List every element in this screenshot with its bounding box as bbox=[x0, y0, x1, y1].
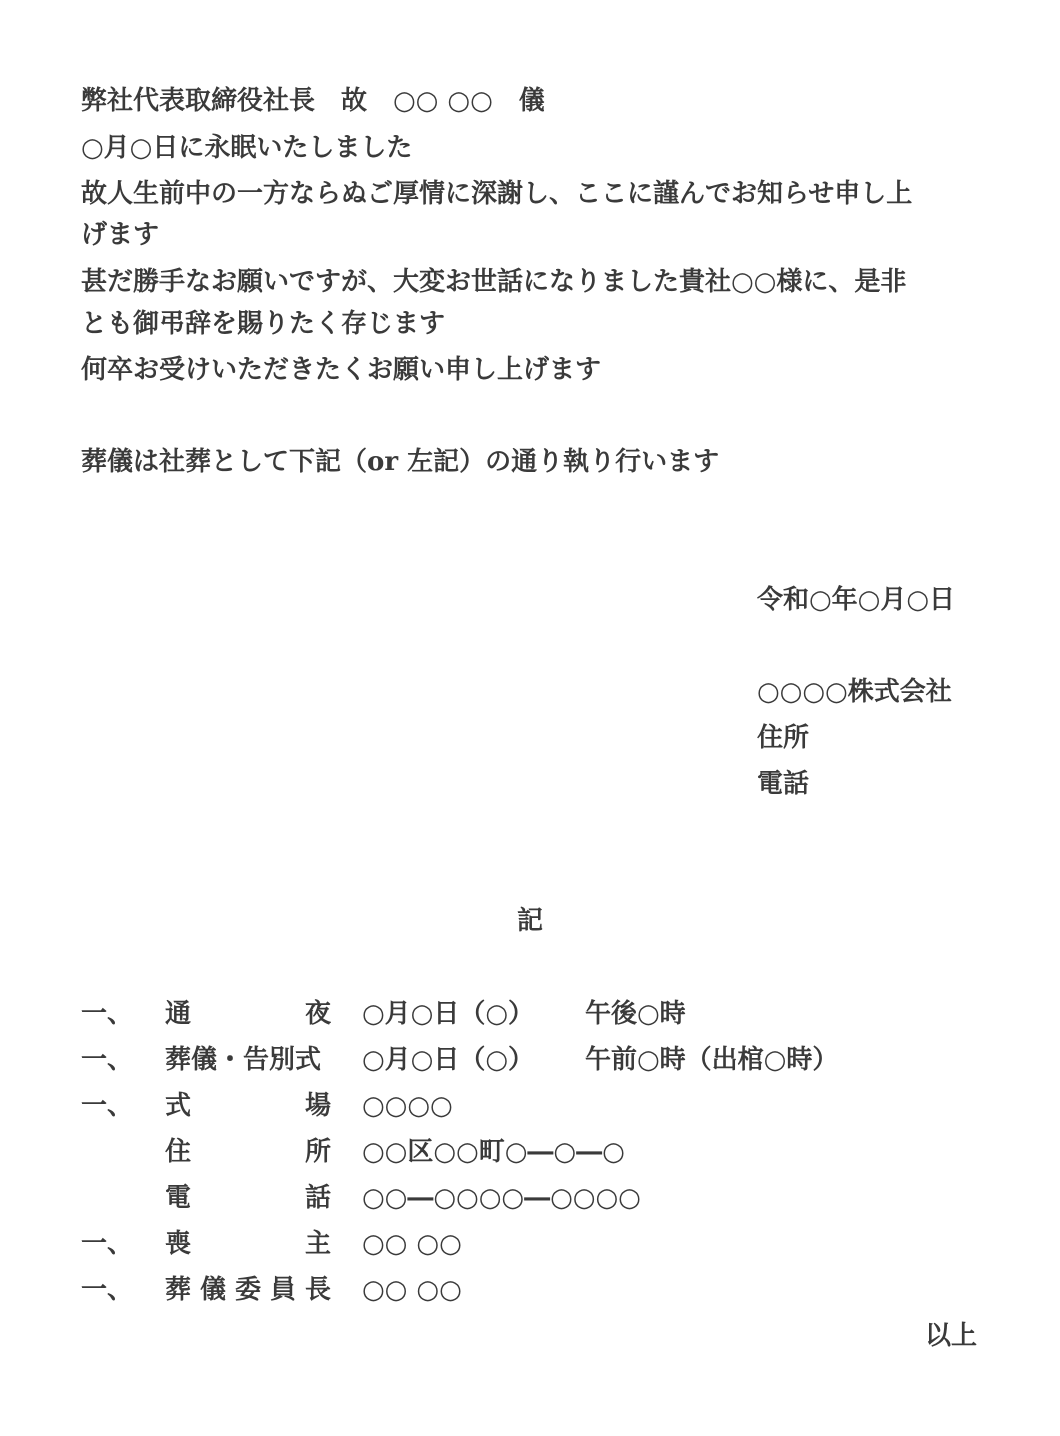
closing-ijo: 以上 bbox=[925, 1321, 978, 1351]
label-shikijo bbox=[165, 1093, 331, 1119]
label-char: 儀 bbox=[199, 1275, 226, 1305]
label-char: 長 bbox=[304, 1275, 331, 1305]
label-jusho bbox=[165, 1139, 331, 1165]
label-char: 電 bbox=[165, 1183, 192, 1213]
label-char: 夜 bbox=[304, 999, 331, 1029]
time-kokubetsu: 午前○時（出棺○時） bbox=[585, 1045, 839, 1075]
sender-company: ○○○○株式会社 bbox=[757, 677, 952, 707]
sender-date: 令和○年○月○日 bbox=[757, 585, 956, 615]
notice-line-8: 葬儀は社葬として下記（or 左記）の通り執り行います bbox=[81, 447, 720, 477]
label-char: 員 bbox=[269, 1275, 296, 1305]
value-jusho: ○○区○○町○―○―○ bbox=[362, 1137, 625, 1167]
notice-line-5: 甚だ勝手なお願いですが、大変お世話になりました貴社○○様に、是非 bbox=[81, 267, 907, 297]
label-char: 式 bbox=[165, 1091, 192, 1121]
value-moshu: ○○ ○○ bbox=[362, 1229, 462, 1259]
label-char: 葬 bbox=[165, 1275, 192, 1305]
label-char: 所 bbox=[304, 1137, 331, 1167]
value-shikijo: ○○○○ bbox=[362, 1091, 453, 1121]
time-tsuya: 午後○時 bbox=[585, 999, 686, 1029]
label-tsuya bbox=[165, 1001, 331, 1027]
notice-line-1: 弊社代表取締役社長 故 ○○ ○○ 儀 bbox=[81, 86, 545, 116]
row-marker: 一、 bbox=[81, 1275, 134, 1305]
row-marker: 一、 bbox=[81, 999, 134, 1029]
label-char: 住 bbox=[165, 1137, 192, 1167]
label-char: 喪 bbox=[165, 1229, 192, 1259]
value-tsuya: ○月○日（○） bbox=[362, 999, 535, 1029]
label-char: 委 bbox=[234, 1275, 261, 1305]
label-char: 通 bbox=[165, 999, 192, 1029]
value-kokubetsu: ○月○日（○） bbox=[362, 1045, 535, 1075]
notice-line-6: とも御弔辞を賜りたく存じます bbox=[81, 309, 446, 339]
label-char: 場 bbox=[304, 1091, 331, 1121]
label-denwa bbox=[165, 1185, 331, 1211]
label-char: 主 bbox=[304, 1229, 331, 1259]
notice-line-7: 何卒お受けいただきたくお願い申し上げます bbox=[81, 355, 602, 385]
label-kokubetsu: 葬儀・告別式 bbox=[165, 1045, 322, 1075]
value-iincho: ○○ ○○ bbox=[362, 1275, 462, 1305]
sender-address: 住所 bbox=[757, 723, 810, 753]
value-denwa: ○○―○○○○―○○○○ bbox=[362, 1183, 641, 1213]
notice-line-2: ○月○日に永眠いたしました bbox=[81, 133, 413, 163]
notice-line-4: げます bbox=[81, 220, 160, 250]
notice-line-3: 故人生前中の一方ならぬご厚情に深謝し、ここに謹んでお知らせ申し上 bbox=[81, 179, 913, 209]
row-marker: 一、 bbox=[81, 1229, 134, 1259]
sender-phone: 電話 bbox=[757, 769, 810, 799]
ki-heading: 記 bbox=[517, 906, 544, 936]
label-char: 話 bbox=[304, 1183, 331, 1213]
row-marker: 一、 bbox=[81, 1091, 134, 1121]
label-moshu bbox=[165, 1231, 331, 1257]
row-marker: 一、 bbox=[81, 1045, 134, 1075]
label-iincho bbox=[165, 1277, 331, 1303]
